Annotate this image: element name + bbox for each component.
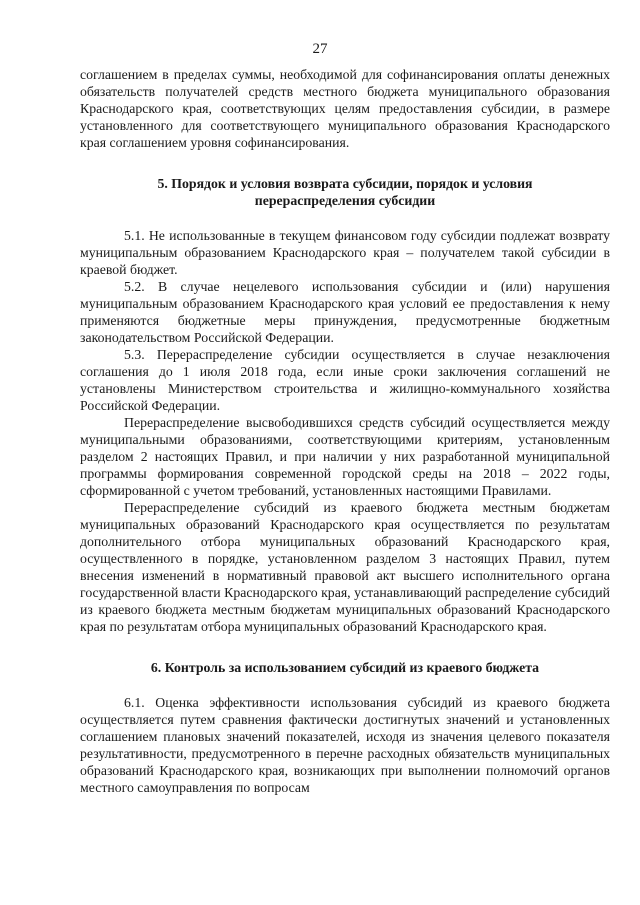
section-5-heading-line-2: перераспределения субсидии <box>254 193 436 208</box>
section-6-paragraph-6-1: 6.1. Оценка эффективности использования субсидий из краевого бюджета осуществляется путем сравнения фактически достигнутых значений и установленных соглашением плановых значений показателей, исходя из значения целевого показателя результативности, предусмотренного в перечне расходных обязательств муниципальных образований Краснодарского края, возникающих при выполнении полномочий органов местного самоуправления по вопросам <box>80 695 610 795</box>
page-number: 27 <box>312 41 328 57</box>
section-5-paragraph-5-3: 5.3. Перераспределение субсидии осуществляется в случае незаключения соглашения до 1 июля 2018 года, если иные сроки заключения соглашений не установлены Министерством строительства и жилищно-коммунального хозяйства Российской Федерации. <box>80 347 610 413</box>
section-5-heading-line-1: 5. Порядок и условия возврата субсидии, порядок и условия <box>157 176 533 191</box>
section-5-paragraph-redistribution-2: Перераспределение субсидий из краевого бюджета местным бюджетам муниципальных образований Краснодарского края осуществляется по результатам дополнительного отбора муниципальных образований Краснодарского края, осуществленного в порядке, установленном разделом 3 настоящих Правил, путем внесения изменений в нормативный правовой акт высшего исполнительного органа государственной власти Краснодарского края, устанавливающий распределение субсидий из краевого бюджета местным бюджетам муниципальных образований Краснодарского края по результатам отбора муниципальных образований Краснодарского края. <box>80 500 610 634</box>
section-5-paragraph-5-1: 5.1. Не использованные в текущем финансовом году субсидии подлежат возврату муниципальным образованием Краснодарского края – получателем такой субсидии в краевой бюджет. <box>80 228 610 277</box>
document-body <box>80 66 610 796</box>
intro-paragraph: соглашением в пределах суммы, необходимой для софинансирования оплаты денежных обязательств получателей средств местного бюджета муниципального образования Краснодарского края, соответствующих целям предоставления субсидии, в размере установленного для соответствующего муниципального образования Краснодарского края соглашением уровня софинансирования. <box>80 67 610 150</box>
section-5-paragraph-redistribution-1: Перераспределение высвободившихся средств субсидий осуществляется между муниципальными образованиями, соответствующими критериям, установленным разделом 2 настоящих Правил, и при наличии у них разработанной муниципальной программы формирования современной городской среды на 2018 – 2022 годы, сформированной с учетом требований, установленных настоящими Правилами. <box>80 415 610 498</box>
section-6-heading: 6. Контроль за использованием субсидий из краевого бюджета <box>150 660 540 675</box>
section-5-paragraph-5-2: 5.2. В случае нецелевого использования субсидии и (или) нарушения муниципальным образованием Краснодарского края условий ее предоставления к нему применяются бюджетные меры принуждения, предусмотренные бюджетным законодательством Российской Федерации. <box>80 279 610 345</box>
